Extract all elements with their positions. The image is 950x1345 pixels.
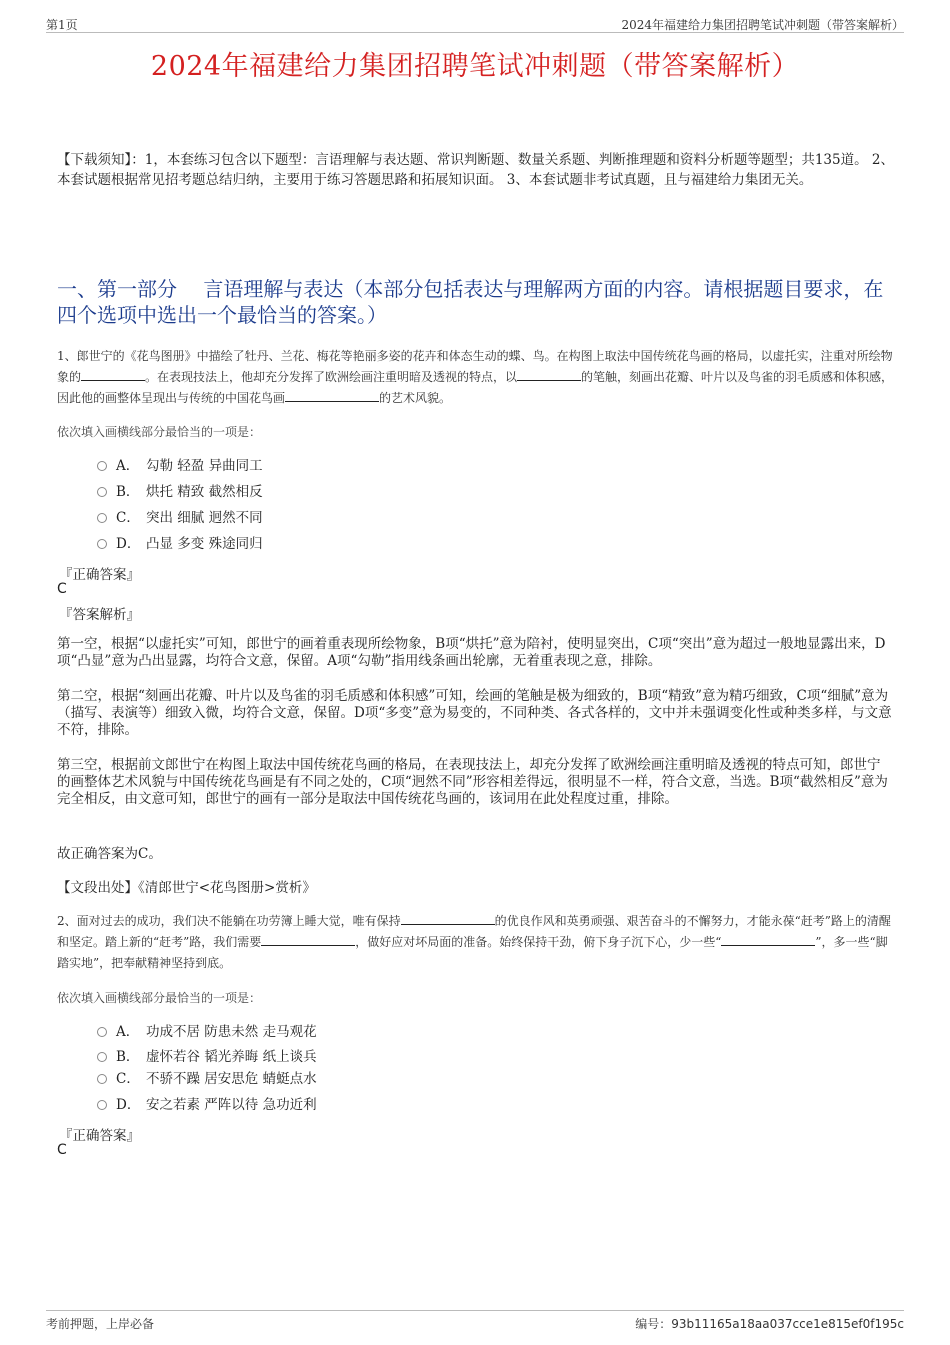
section-title: 一、第一部分 言语理解与表达（本部分包括表达与理解两方面的内容。请根据题目要求，在四个选项中选出一个最恰当的答案。） (57, 277, 884, 327)
radio-icon[interactable] (97, 1074, 107, 1084)
radio-icon[interactable] (97, 513, 107, 523)
q1-option-b[interactable]: B． 烘托 精致 截然相反 (97, 482, 263, 502)
q1-analysis-2: 第二空，根据“刻画出花瓣、叶片以及鸟雀的羽毛质感和体积感”可知，绘画的笔触是极为细致的，B项“精致”意为精巧细致，C项“细腻”意为（描写、表演等）细致入微，均符合文意，保留。D项“多变”意为易变的，不同种类、各式各样的，文中并未强调变化性或种类多样，与文意不符，排除。 (57, 688, 892, 738)
q1-conclusion: 故正确答案为C。 (57, 846, 162, 862)
q1-answer-tag: 『正确答案』 (59, 567, 140, 583)
q2-option-c[interactable]: C． 不骄不躁 居安思危 蜻蜓点水 (97, 1069, 317, 1089)
radio-icon[interactable] (97, 1027, 107, 1037)
question-1-prompt: 依次填入画横线部分最恰当的一项是： (57, 425, 262, 439)
question-2-text (57, 911, 895, 974)
radio-icon[interactable] (97, 1100, 107, 1110)
q1-analysis-tag: 『答案解析』 (59, 607, 140, 623)
q2-option-b[interactable]: B． 虚怀若谷 韬光养晦 纸上谈兵 (97, 1047, 317, 1067)
question-2-part: 2、面对过去的成功，我们决不能躺在功劳簿上睡大觉，唯有保持 (57, 914, 401, 928)
download-notice: 【下载须知】：1，本套练习包含以下题型：言语理解与表达题、常识判断题、数量关系题、判断推理题和资料分析题等题型；共135道。 2、本套试题根据常见招考题总结归纳，主要用于练习答题思路和拓展知识面。 3、本套试题非考试真题，且与福建给力集团无关。 (57, 152, 894, 188)
blank-3 (721, 933, 815, 946)
page-footer (46, 1310, 904, 1333)
q2-option-d[interactable]: D． 安之若素 严阵以待 急功近利 (97, 1095, 317, 1115)
page-header (46, 14, 904, 33)
question-2-part: ”，多一些“脚踏实地”，把奉献精神坚持到底。 (57, 935, 888, 970)
q1-option-c[interactable]: C． 突出 细腻 迥然不同 (97, 508, 263, 528)
q1-analysis-1: 第一空，根据“以虚托实”可知，郎世宁的画着重表现所绘物象，B项“烘托”意为陪衬，使明显突出，C项“突出”意为超过一般地显露出来，D项“凸显”意为凸出显露，均符合文意，保留。A项“勾勒”指用线条画出轮廓，无着重表现之意，排除。 (57, 636, 886, 669)
question-1-part: 1、郎世宁的《花鸟图册》中描绘了牡丹、兰花、梅花等艳丽多姿的花卉和体态生动的蝶、鸟。在构图上取法中国传统花鸟画的格局，以虚托实，注重对所绘物象的 (57, 349, 893, 384)
question-1-part: 的笔触，刻画出花瓣、叶片以及鸟雀的羽毛质感和体积感，因此他的画整体呈现出与传统的中国花鸟画 (57, 370, 894, 405)
q2-answer: C (57, 1142, 67, 1158)
blank-2 (261, 933, 355, 946)
blank-2 (517, 368, 581, 381)
blank-1 (401, 912, 495, 925)
question-1-part: 。在表现技法上，他却充分发挥了欧洲绘画注重明暗及透视的特点，以 (145, 370, 518, 384)
q2-option-a[interactable]: A． 功成不居 防患未然 走马观花 (97, 1022, 317, 1042)
question-2-prompt: 依次填入画横线部分最恰当的一项是： (57, 991, 262, 1005)
radio-icon[interactable] (97, 1052, 107, 1062)
radio-icon[interactable] (97, 539, 107, 549)
q1-answer: C (57, 581, 67, 597)
q2-answer-tag: 『正确答案』 (59, 1128, 140, 1144)
blank-3 (285, 389, 379, 402)
page-number: 第1页 (46, 18, 78, 32)
radio-icon[interactable] (97, 487, 107, 497)
footer-slogan: 考前押题，上岸必备 (46, 1317, 155, 1331)
q1-option-a[interactable]: A． 勾勒 轻盈 异曲同工 (97, 456, 263, 476)
header-doc-title: 2024年福建给力集团招聘笔试冲刺题（带答案解析） (621, 18, 904, 32)
footer-code: 编号：93b11165a18aa037cce1e815ef0f195c (635, 1317, 904, 1331)
q1-analysis-3: 第三空，根据前文郎世宁在构图上取法中国传统花鸟画的格局，在表现技法上，却充分发挥了欧洲绘画注重明暗及透视的特点可知，郎世宁的画整体艺术风貌与中国传统花鸟画是有不同之处的，C项“迥然不同”形容相差得远，很明显不一样，符合文意，当选。B项“截然相反”意为完全相反，由文意可知，郎世宁的画有一部分是取法中国传统花鸟画的，该词用在此处程度过重，排除。 (57, 757, 888, 807)
question-1-text (57, 346, 895, 409)
q1-option-d[interactable]: D． 凸显 多变 殊途同归 (97, 534, 263, 554)
question-2-part: 的优良作风和英勇顽强、艰苦奋斗的不懈努力，才能永葆“赶考”路上的清醒和坚定。踏上新的“赶考”路，我们需要 (57, 914, 891, 949)
q1-source: 【文段出处】《清郎世宁<花鸟图册>赏析》 (57, 880, 316, 896)
radio-icon[interactable] (97, 461, 107, 471)
page-title: 2024年福建给力集团招聘笔试冲刺题（带答案解析） (150, 51, 800, 82)
question-2-part: ，做好应对坏局面的准备。始终保持干劲，俯下身子沉下心，少一些“ (355, 935, 722, 949)
question-1-part: 的艺术风貌。 (379, 391, 452, 405)
blank-1 (81, 368, 145, 381)
